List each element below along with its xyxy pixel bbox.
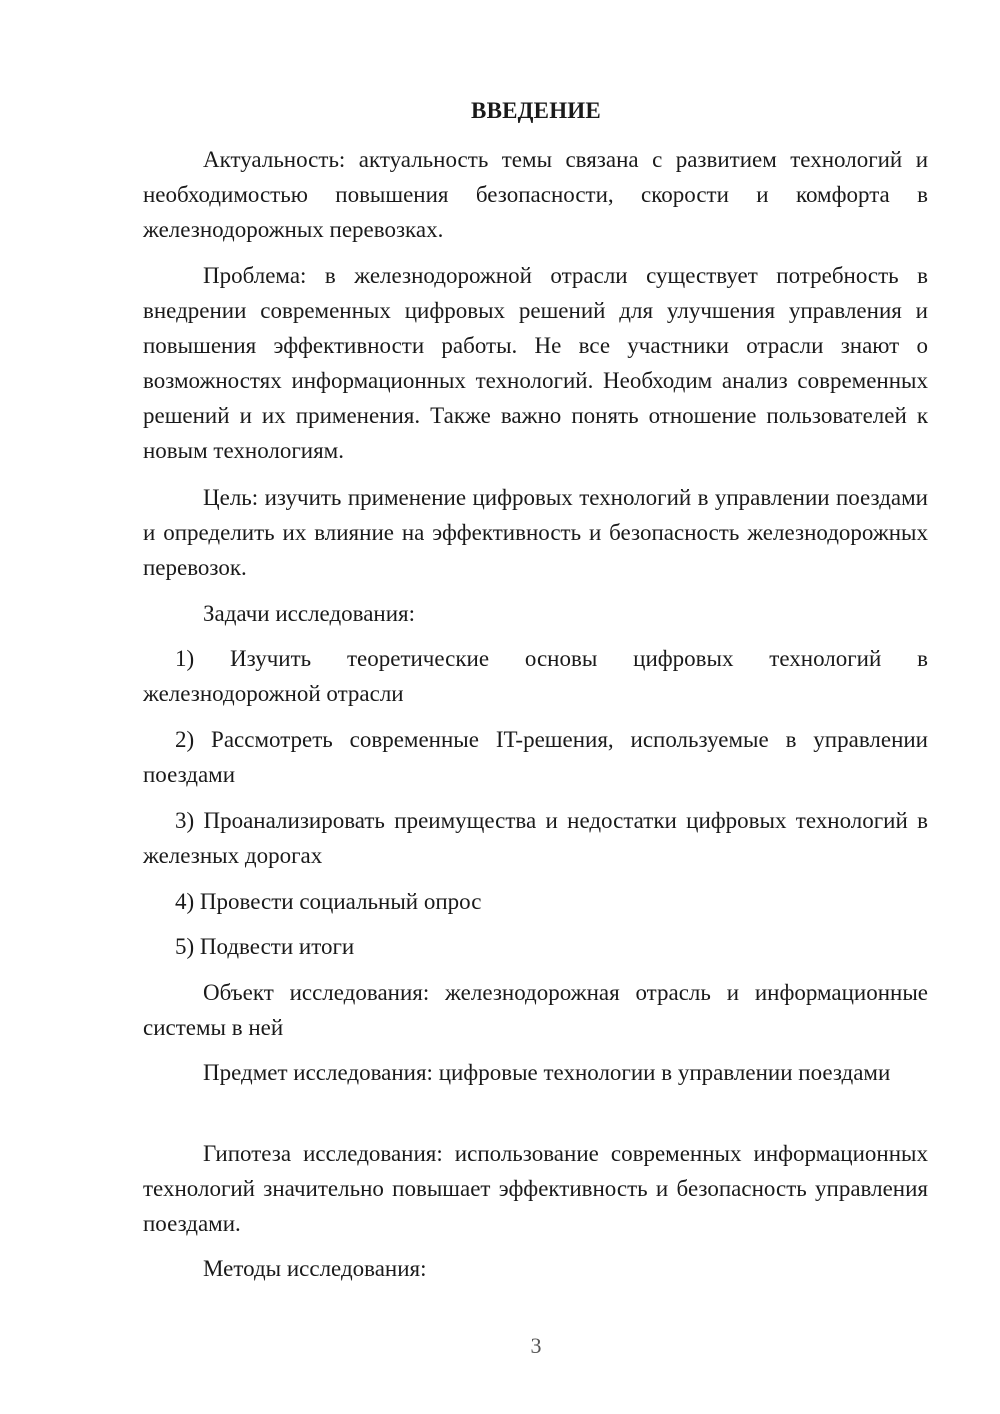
task-item-5: 5) Подвести итоги bbox=[175, 934, 355, 959]
subject-paragraph: Предмет исследования: цифровые технологии в управлении поездами bbox=[203, 1060, 891, 1085]
task-item-3: 3) Проанализировать преимущества и недостатки цифровых технологий в железных дорогах bbox=[143, 808, 928, 868]
tasks-heading: Задачи исследования: bbox=[203, 601, 416, 626]
task-item-2: 2) Рассмотреть современные IT-решения, используемые в управлении поездами bbox=[143, 727, 928, 787]
relevance-paragraph: Актуальность: актуальность темы связана с развитием технологий и необходимостью повышения безопасности, скорости и комфорта в железнодорожных перевозках. bbox=[143, 147, 928, 242]
goal-paragraph: Цель: изучить применение цифровых технологий в управлении поездами и определить их влияние на эффективность и безопасность железнодорожных перевозок. bbox=[143, 485, 928, 580]
task-item-1: 1) Изучить теоретические основы цифровых технологий в железнодорожной отрасли bbox=[143, 646, 928, 706]
hypothesis-paragraph: Гипотеза исследования: использование современных информационных технологий значительно повышает эффективность и безопасность управления поездами. bbox=[143, 1141, 928, 1236]
object-paragraph: Объект исследования: железнодорожная отрасль и информационные системы в ней bbox=[143, 980, 928, 1040]
problem-paragraph: Проблема: в железнодорожной отрасли существует потребность в внедрении современных цифровых решений для улучшения управления и повышения эффективности работы. Не все участники отрасли знают о возможностях информационных технологий. Необходим анализ современных решений и их применения. Также важно понять отношение пользователей к новым технологиям. bbox=[143, 263, 928, 463]
methods-heading: Методы исследования: bbox=[203, 1256, 427, 1281]
page-title: ВВЕДЕНИЕ bbox=[471, 98, 601, 123]
task-item-4: 4) Провести социальный опрос bbox=[175, 889, 482, 914]
page-number: 3 bbox=[530, 1333, 542, 1358]
